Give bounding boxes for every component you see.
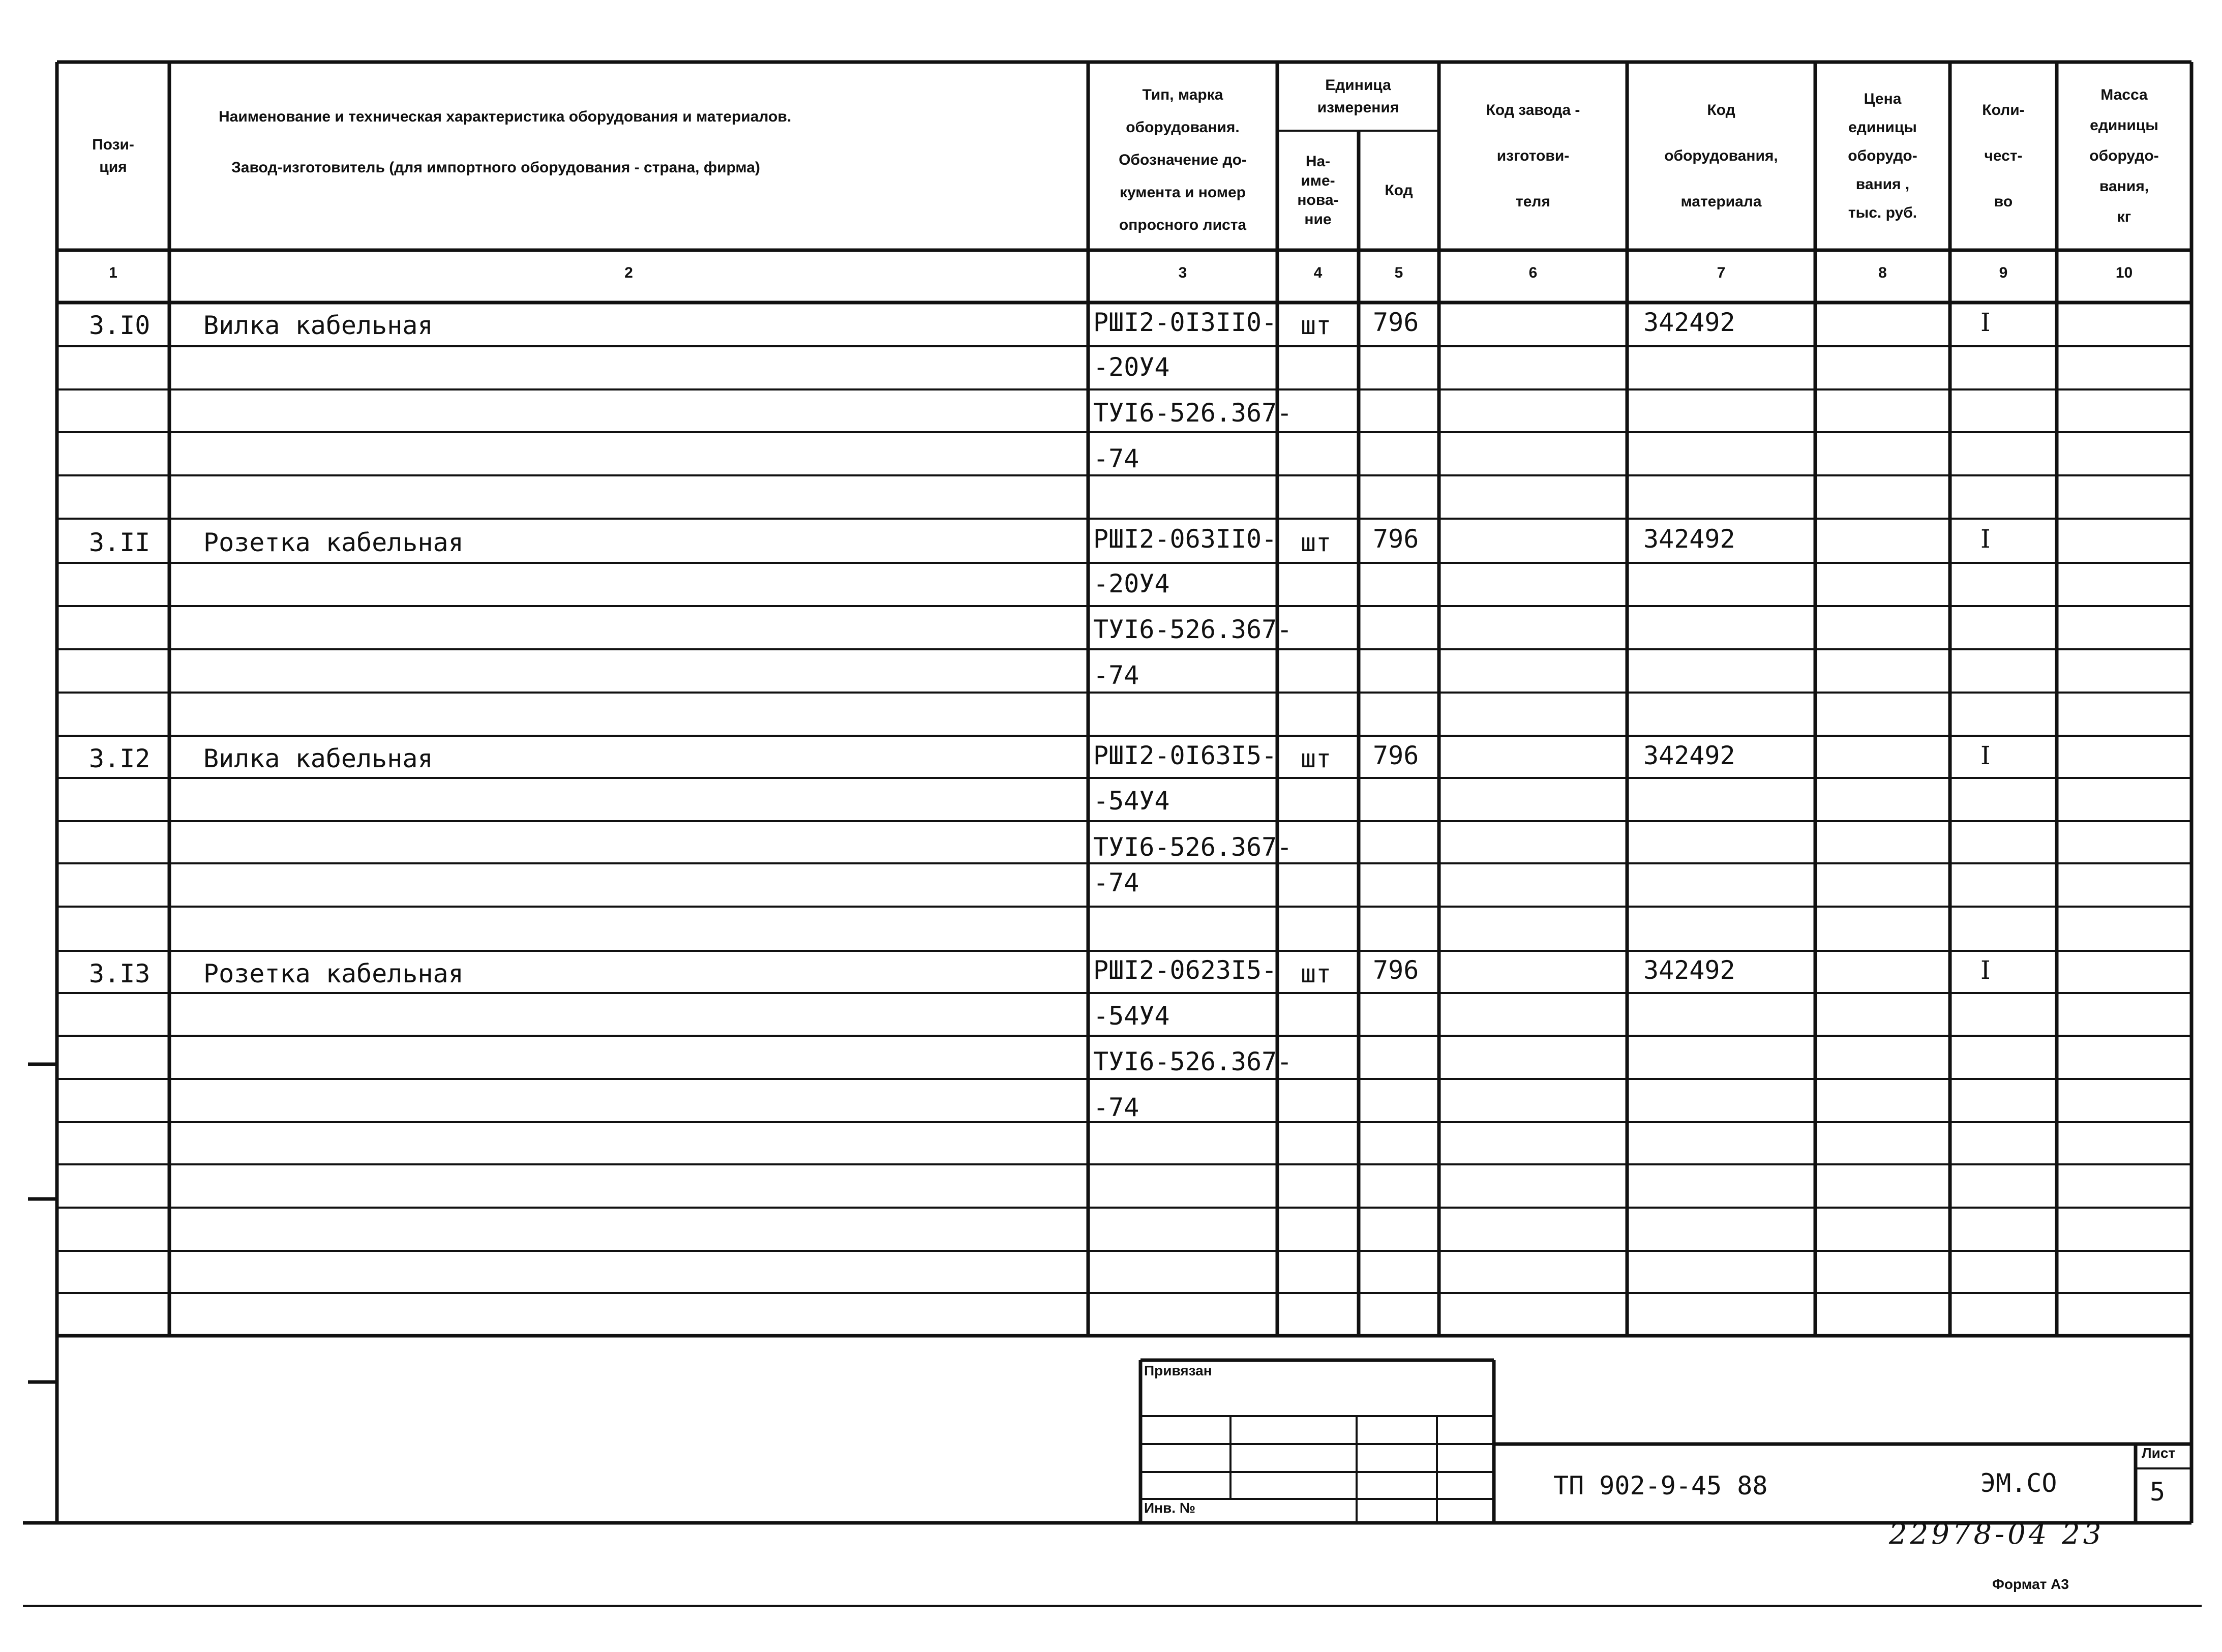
column-number: 8 bbox=[1878, 264, 1887, 281]
item-quantity: I bbox=[1980, 741, 1991, 770]
section-code: ЭМ.СО bbox=[1980, 1468, 2057, 1498]
header-position: Пози- ция bbox=[92, 136, 134, 175]
item-type-line: -54У4 bbox=[1093, 786, 1170, 816]
item-position: 3.I3 bbox=[89, 959, 151, 988]
sheet-label: Лист bbox=[2142, 1445, 2176, 1461]
item-unit-code: 796 bbox=[1373, 308, 1419, 337]
column-number: 3 bbox=[1178, 264, 1187, 281]
column-number: 5 bbox=[1394, 264, 1403, 281]
header-unit-price: Цена единицы оборудо- вания , тыс. руб. bbox=[1848, 91, 1917, 221]
item-unit-code: 796 bbox=[1373, 741, 1419, 770]
item-equipment-code: 342492 bbox=[1643, 955, 1735, 985]
item-type-line: РШI2-0I3II0- bbox=[1093, 308, 1277, 337]
item-unit: шт bbox=[1301, 959, 1332, 988]
column-number: 9 bbox=[1999, 264, 2008, 281]
column-number: 2 bbox=[624, 264, 633, 281]
item-equipment-code: 342492 bbox=[1643, 524, 1735, 554]
item-name: Вилка кабельная bbox=[203, 744, 433, 773]
item-type-line: ТУI6-526.367- bbox=[1093, 398, 1293, 428]
item-unit-code: 796 bbox=[1373, 955, 1419, 985]
header-unit-group: Единица измерения bbox=[1317, 76, 1399, 116]
item-position: 3.I2 bbox=[89, 744, 151, 773]
column-number: 7 bbox=[1717, 264, 1726, 281]
item-quantity: I bbox=[1980, 308, 1991, 337]
item-type-line: -20У4 bbox=[1093, 569, 1170, 598]
archive-number: 22978-04 23 bbox=[1889, 1518, 2105, 1551]
header-unit-mass: Масса единицы оборудо- вания, кг bbox=[2089, 86, 2159, 225]
header-factory-code: Код завода - изготови- теля bbox=[1486, 102, 1580, 210]
column-number: 1 bbox=[109, 264, 117, 281]
item-unit: шт bbox=[1301, 528, 1332, 557]
column-number: 10 bbox=[2115, 264, 2133, 281]
item-type-line: РШI2-0I63I5- bbox=[1093, 741, 1277, 770]
header-unit-name: На- име- нова- ние bbox=[1297, 153, 1339, 228]
item-type-line: -20У4 bbox=[1093, 352, 1170, 382]
header-unit-code: Код bbox=[1385, 182, 1413, 199]
item-type-line: -74 bbox=[1093, 660, 1139, 690]
item-unit-code: 796 bbox=[1373, 524, 1419, 554]
item-equipment-code: 342492 bbox=[1643, 741, 1735, 770]
header-quantity: Коли- чест- во bbox=[1982, 102, 2025, 210]
sheet-number: 5 bbox=[2150, 1477, 2166, 1507]
item-type-line: РШI2-063II0- bbox=[1093, 524, 1277, 554]
item-equipment-code: 342492 bbox=[1643, 308, 1735, 337]
item-type-line: -54У4 bbox=[1093, 1001, 1170, 1031]
column-number: 4 bbox=[1313, 264, 1323, 281]
item-position: 3.II bbox=[89, 528, 151, 557]
item-name: Вилка кабельная bbox=[203, 311, 433, 340]
header-equipment-code: Код оборудования, материала bbox=[1664, 102, 1778, 210]
column-number: 6 bbox=[1528, 264, 1538, 281]
item-type-line: -74 bbox=[1093, 1093, 1139, 1122]
item-position: 3.I0 bbox=[89, 311, 151, 340]
item-unit: шт bbox=[1301, 311, 1332, 340]
item-unit: шт bbox=[1301, 744, 1332, 773]
item-type-line: ТУI6-526.367- bbox=[1093, 832, 1293, 862]
item-type-line: ТУI6-526.367- bbox=[1093, 615, 1293, 644]
item-type-line: -74 bbox=[1093, 444, 1139, 473]
header-name-line2: Завод-изготовитель (для импортного оборудования - страна, фирма) bbox=[231, 159, 760, 176]
header-type-mark: Тип, марка оборудования. Обозначение до- кумента и номер опросного листа bbox=[1119, 86, 1247, 233]
item-name: Розетка кабельная bbox=[203, 528, 464, 557]
item-type-line: ТУI6-526.367- bbox=[1093, 1047, 1293, 1076]
document-code: ТП 902-9-45 88 bbox=[1553, 1471, 1768, 1500]
item-quantity: I bbox=[1980, 955, 1991, 985]
privyazan-label: Привязан bbox=[1144, 1363, 1212, 1378]
item-type-line: -74 bbox=[1093, 868, 1139, 897]
paper-format: Формат А3 bbox=[1992, 1576, 2069, 1592]
item-quantity: I bbox=[1980, 524, 1991, 554]
inventory-number-label: Инв. № bbox=[1144, 1500, 1196, 1516]
header-name-line1: Наименование и техническая характеристика оборудования и материалов. bbox=[219, 108, 792, 125]
item-type-line: РШI2-0623I5- bbox=[1093, 955, 1277, 985]
item-name: Розетка кабельная bbox=[203, 959, 464, 988]
